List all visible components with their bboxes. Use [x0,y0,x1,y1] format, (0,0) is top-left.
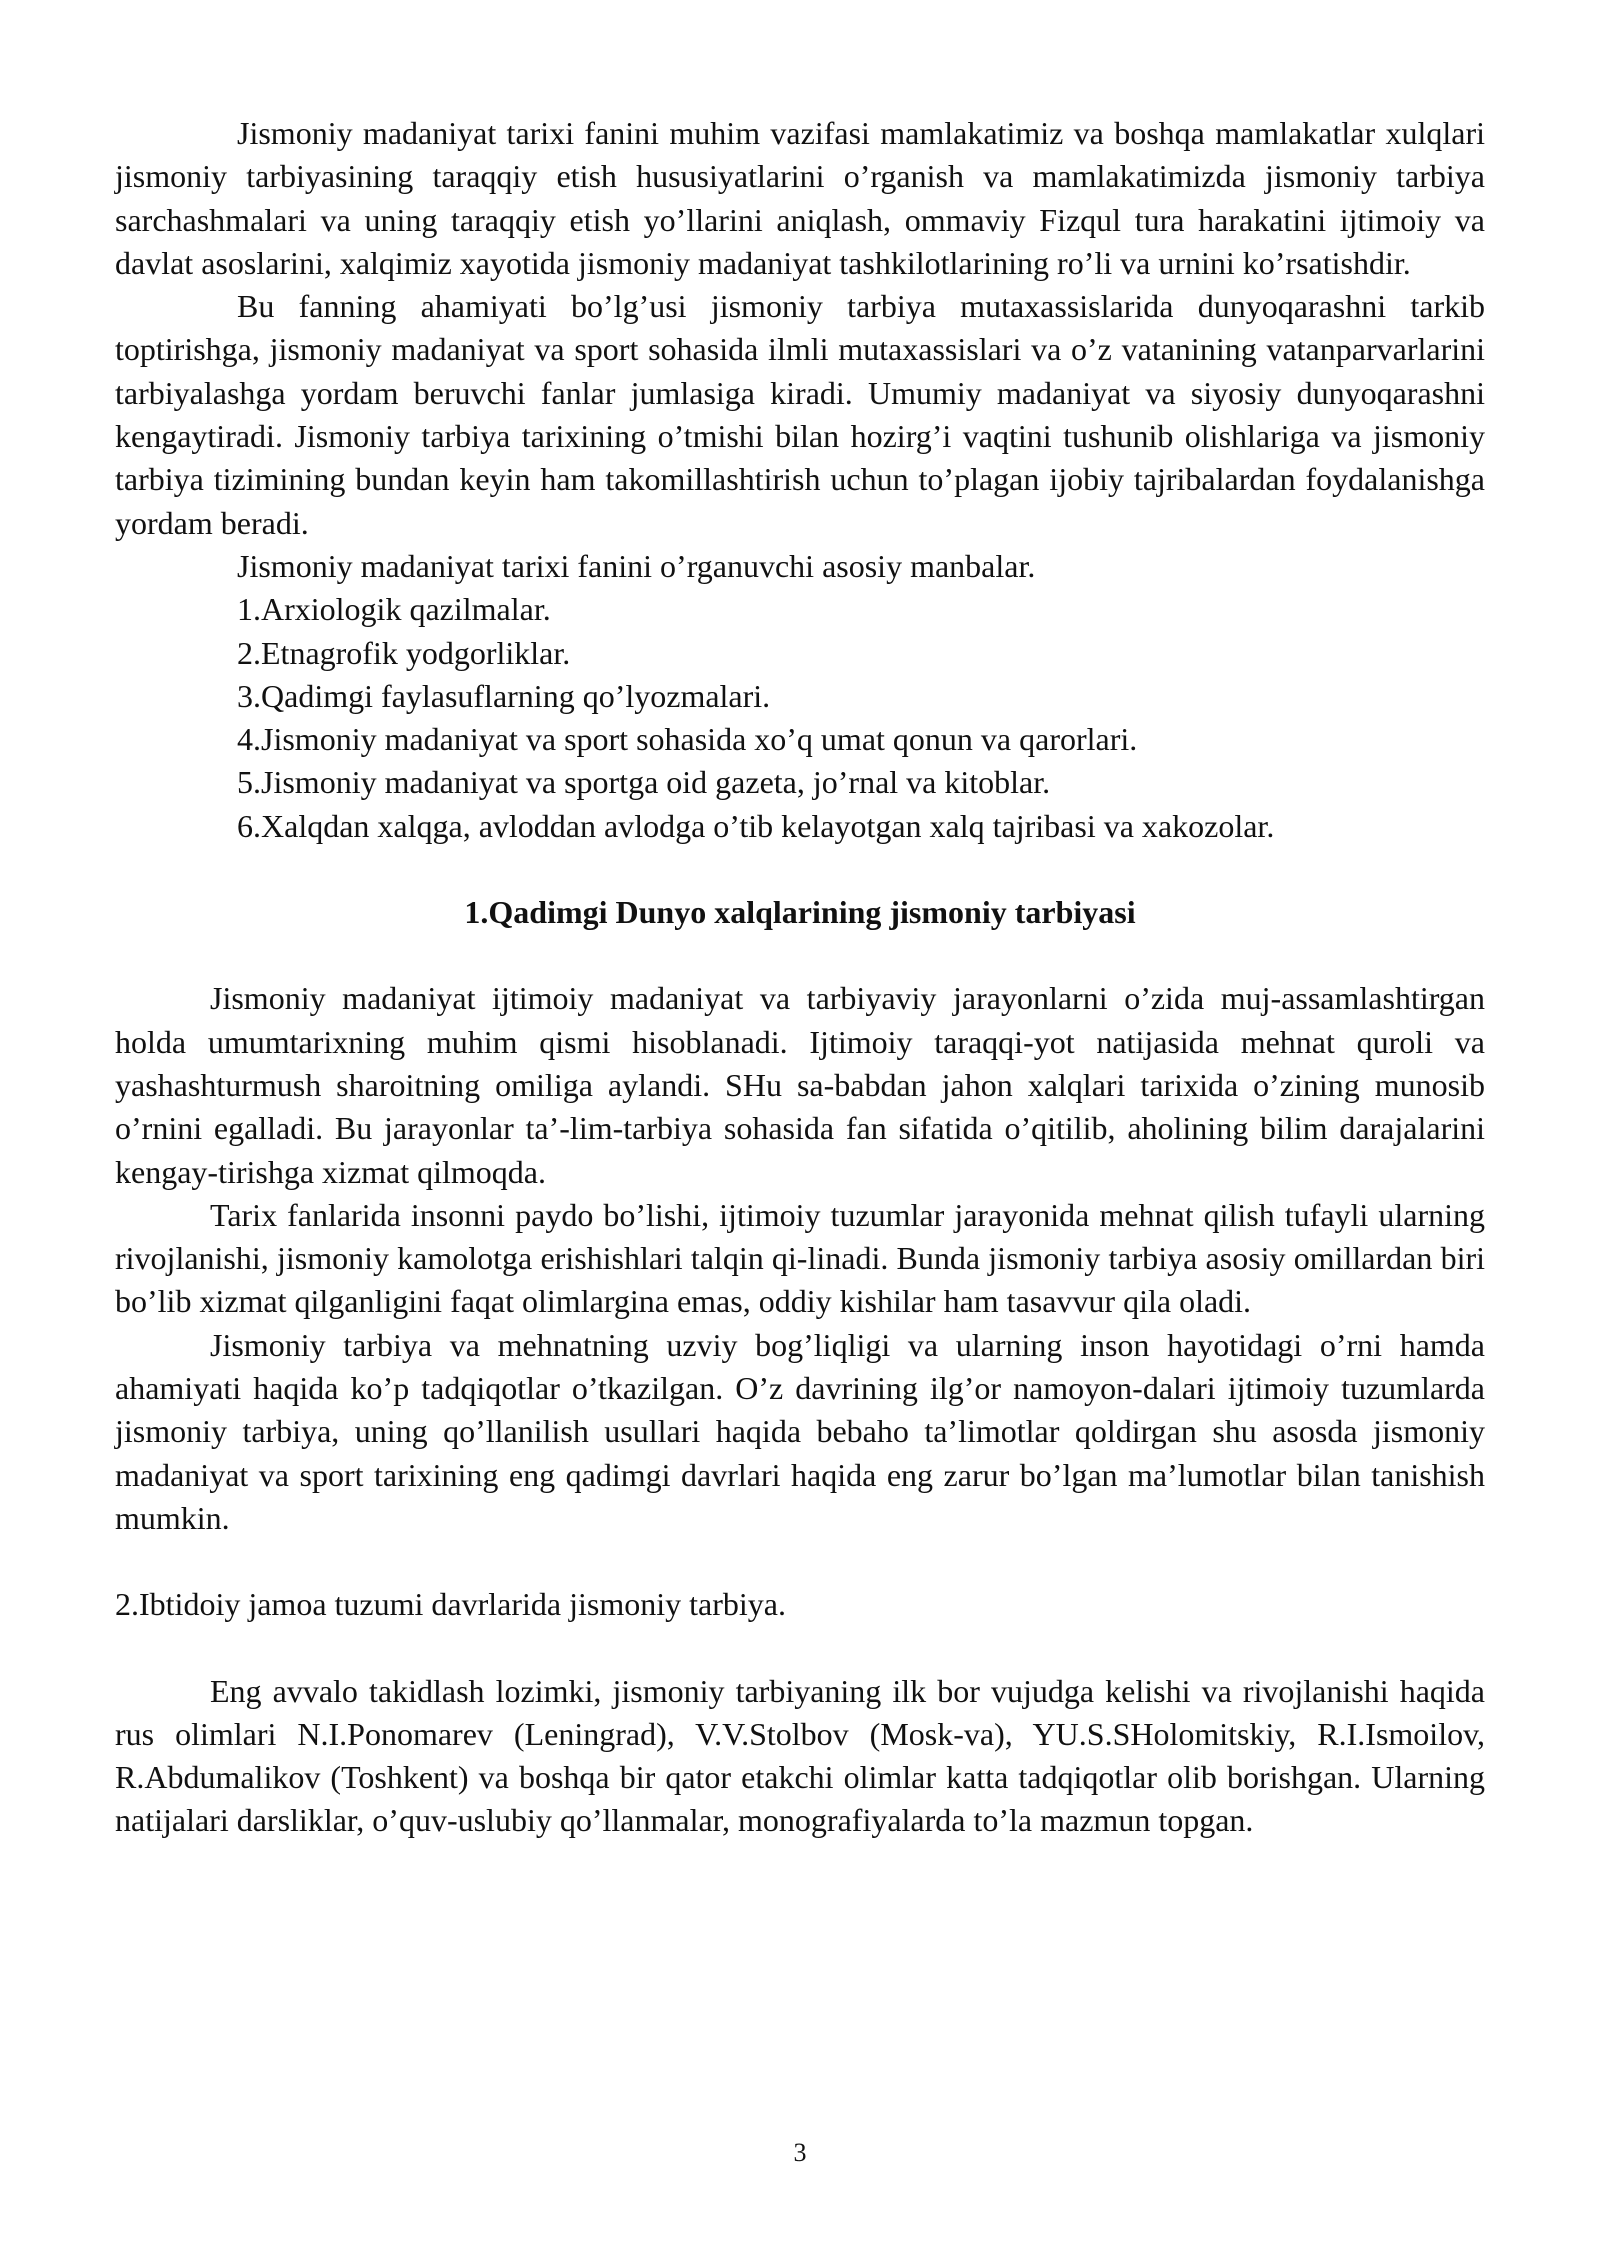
list-item: 1.Arxiologik qazilmalar. [237,591,551,628]
section-2-heading: 2.Ibtidoiy jamoa tuzumi davrlarida jismoniy tarbiya. [115,1586,786,1623]
section-1-heading: 1.Qadimgi Dunyo xalqlarining jismoniy tarbiyasi [464,894,1136,931]
section-1-paragraph-2: Tarix fanlarida insonni paydo bo’lishi, ijtimoiy tuzumlar jarayonida mehnat qilish tufayli ularning rivojlanishi, jismoniy kamolotga erishishlari talqin qi-linadi. Bunda jismoniy tarbiya asosiy omillardan biri bo’lib xizmat qilganligini faqat olimlargina emas, oddiy kishilar ham tasavvur qila oladi. [115,1196,1485,1320]
section-1-paragraph-1: Jismoniy madaniyat ijtimoiy madaniyat va tarbiyaviy jarayonlarni o’zida muj-assamlashtirgan holda umumtarixning muhim qismi hisoblanadi. Ijtimoiy taraqqi-yot natijasida mehnat quroli va yashashturmush sharoitning omiliga aylandi. SHu sa-babdan jahon xalqlari tarixida o’zining munosib o’rnini egalladi. Bu jarayonlar ta’-lim-tarbiya sohasida fan sifatida o’qitilib, aholining bilim darajalarini kengay-tirishga xizmat qilmoqda. [115,980,1485,1190]
sources-title: Jismoniy madaniyat tarixi fanini o’rganuvchi asosiy manbalar. [237,547,1036,584]
list-item: 5.Jismoniy madaniyat va sportga oid gazeta, jo’rnal va kitoblar. [237,764,1051,801]
list-item: 2.Etnagrofik yodgorliklar. [237,634,571,671]
section-1-paragraph-3: Jismoniy tarbiya va mehnatning uzviy bog’liqligi va ularning inson hayotidagi o’rni hamda ahamiyati haqida ko’p tadqiqotlar o’tkazilgan. O’z davrining ilg’or namoyon-dalari ijtimoiy tuzumlarda jismoniy tarbiya, uning qo’llanilish usullari haqida bebaho ta’limotlar qoldirgan shu asosda jismoniy madaniyat va sport tarixining eng qadimgi davrlari haqida eng zarur bo’lgan ma’lumotlar bilan tanishish mumkin. [115,1326,1485,1536]
list-item: 6.Xalqdan xalqga, avloddan avlodga o’tib kelayotgan xalq tajribasi va xakozolar. [237,807,1275,844]
document-page [115,112,1485,1843]
intro-paragraph-2: Bu fanning ahamiyati bo’lg’usi jismoniy tarbiya mutaxassislarida dunyoqarashni tarkib toptirishga, jismoniy madaniyat va sport sohasida ilmli mutaxassislari va o’z vatanining vatanparvarlarini tarbiyalashga yordam beruvchi fanlar jumlasiga kiradi. Umumiy madaniyat va siyosiy dunyoqarashni kengaytiradi. Jismoniy tarbiya tarixining o’tmishi bilan hozirg’i vaqtini tushunib olishlariga va jismoniy tarbiya tizimining bundan keyin ham takomillashtirish uchun to’plagan ijobiy tajribalardan foydalanishga yordam beradi. [115,288,1485,541]
intro-paragraph-1: Jismoniy madaniyat tarixi fanini muhim vazifasi mamlakatimiz va boshqa mamlakatlar xulqlari jismoniy tarbiyasining taraqqiy etish hususiyatlarini o’rganish va mamlakatimizda jismoniy tarbiya sarchashmalari va uning taraqqiy etish yo’llarini aniqlash, ommaviy Fizqul tura harakatini ijtimoiy va davlat asoslarini, xalqimiz xayotida jismoniy madaniyat tashkilotlarining ro’li va urnini ko’rsatishdir. [115,115,1485,281]
sources-list [115,545,1485,848]
list-item: 4.Jismoniy madaniyat va sport sohasida xo’q umat qonun va qarorlari. [237,721,1138,758]
list-item: 3.Qadimgi faylasuflarning qo’lyozmalari. [237,677,771,714]
section-2-paragraph-1: Eng avvalo takidlash lozimki, jismoniy tarbiyaning ilk bor vujudga kelishi va rivojlanishi haqida rus olimlari N.I.Ponomarev (Leningrad), V.V.Stolbov (Mosk-va), YU.S.SHolomitskiy, R.I.Ismoilov, R.Abdumalikov (Toshkent) va boshqa bir qator etakchi olimlar katta tadqiqotlar olib borishgan. Ularning natijalari darsliklar, o’quv-uslubiy qo’llanmalar, monografiyalarda to’la mazmun topgan. [115,1672,1485,1839]
page-number: 3 [793,2138,807,2167]
